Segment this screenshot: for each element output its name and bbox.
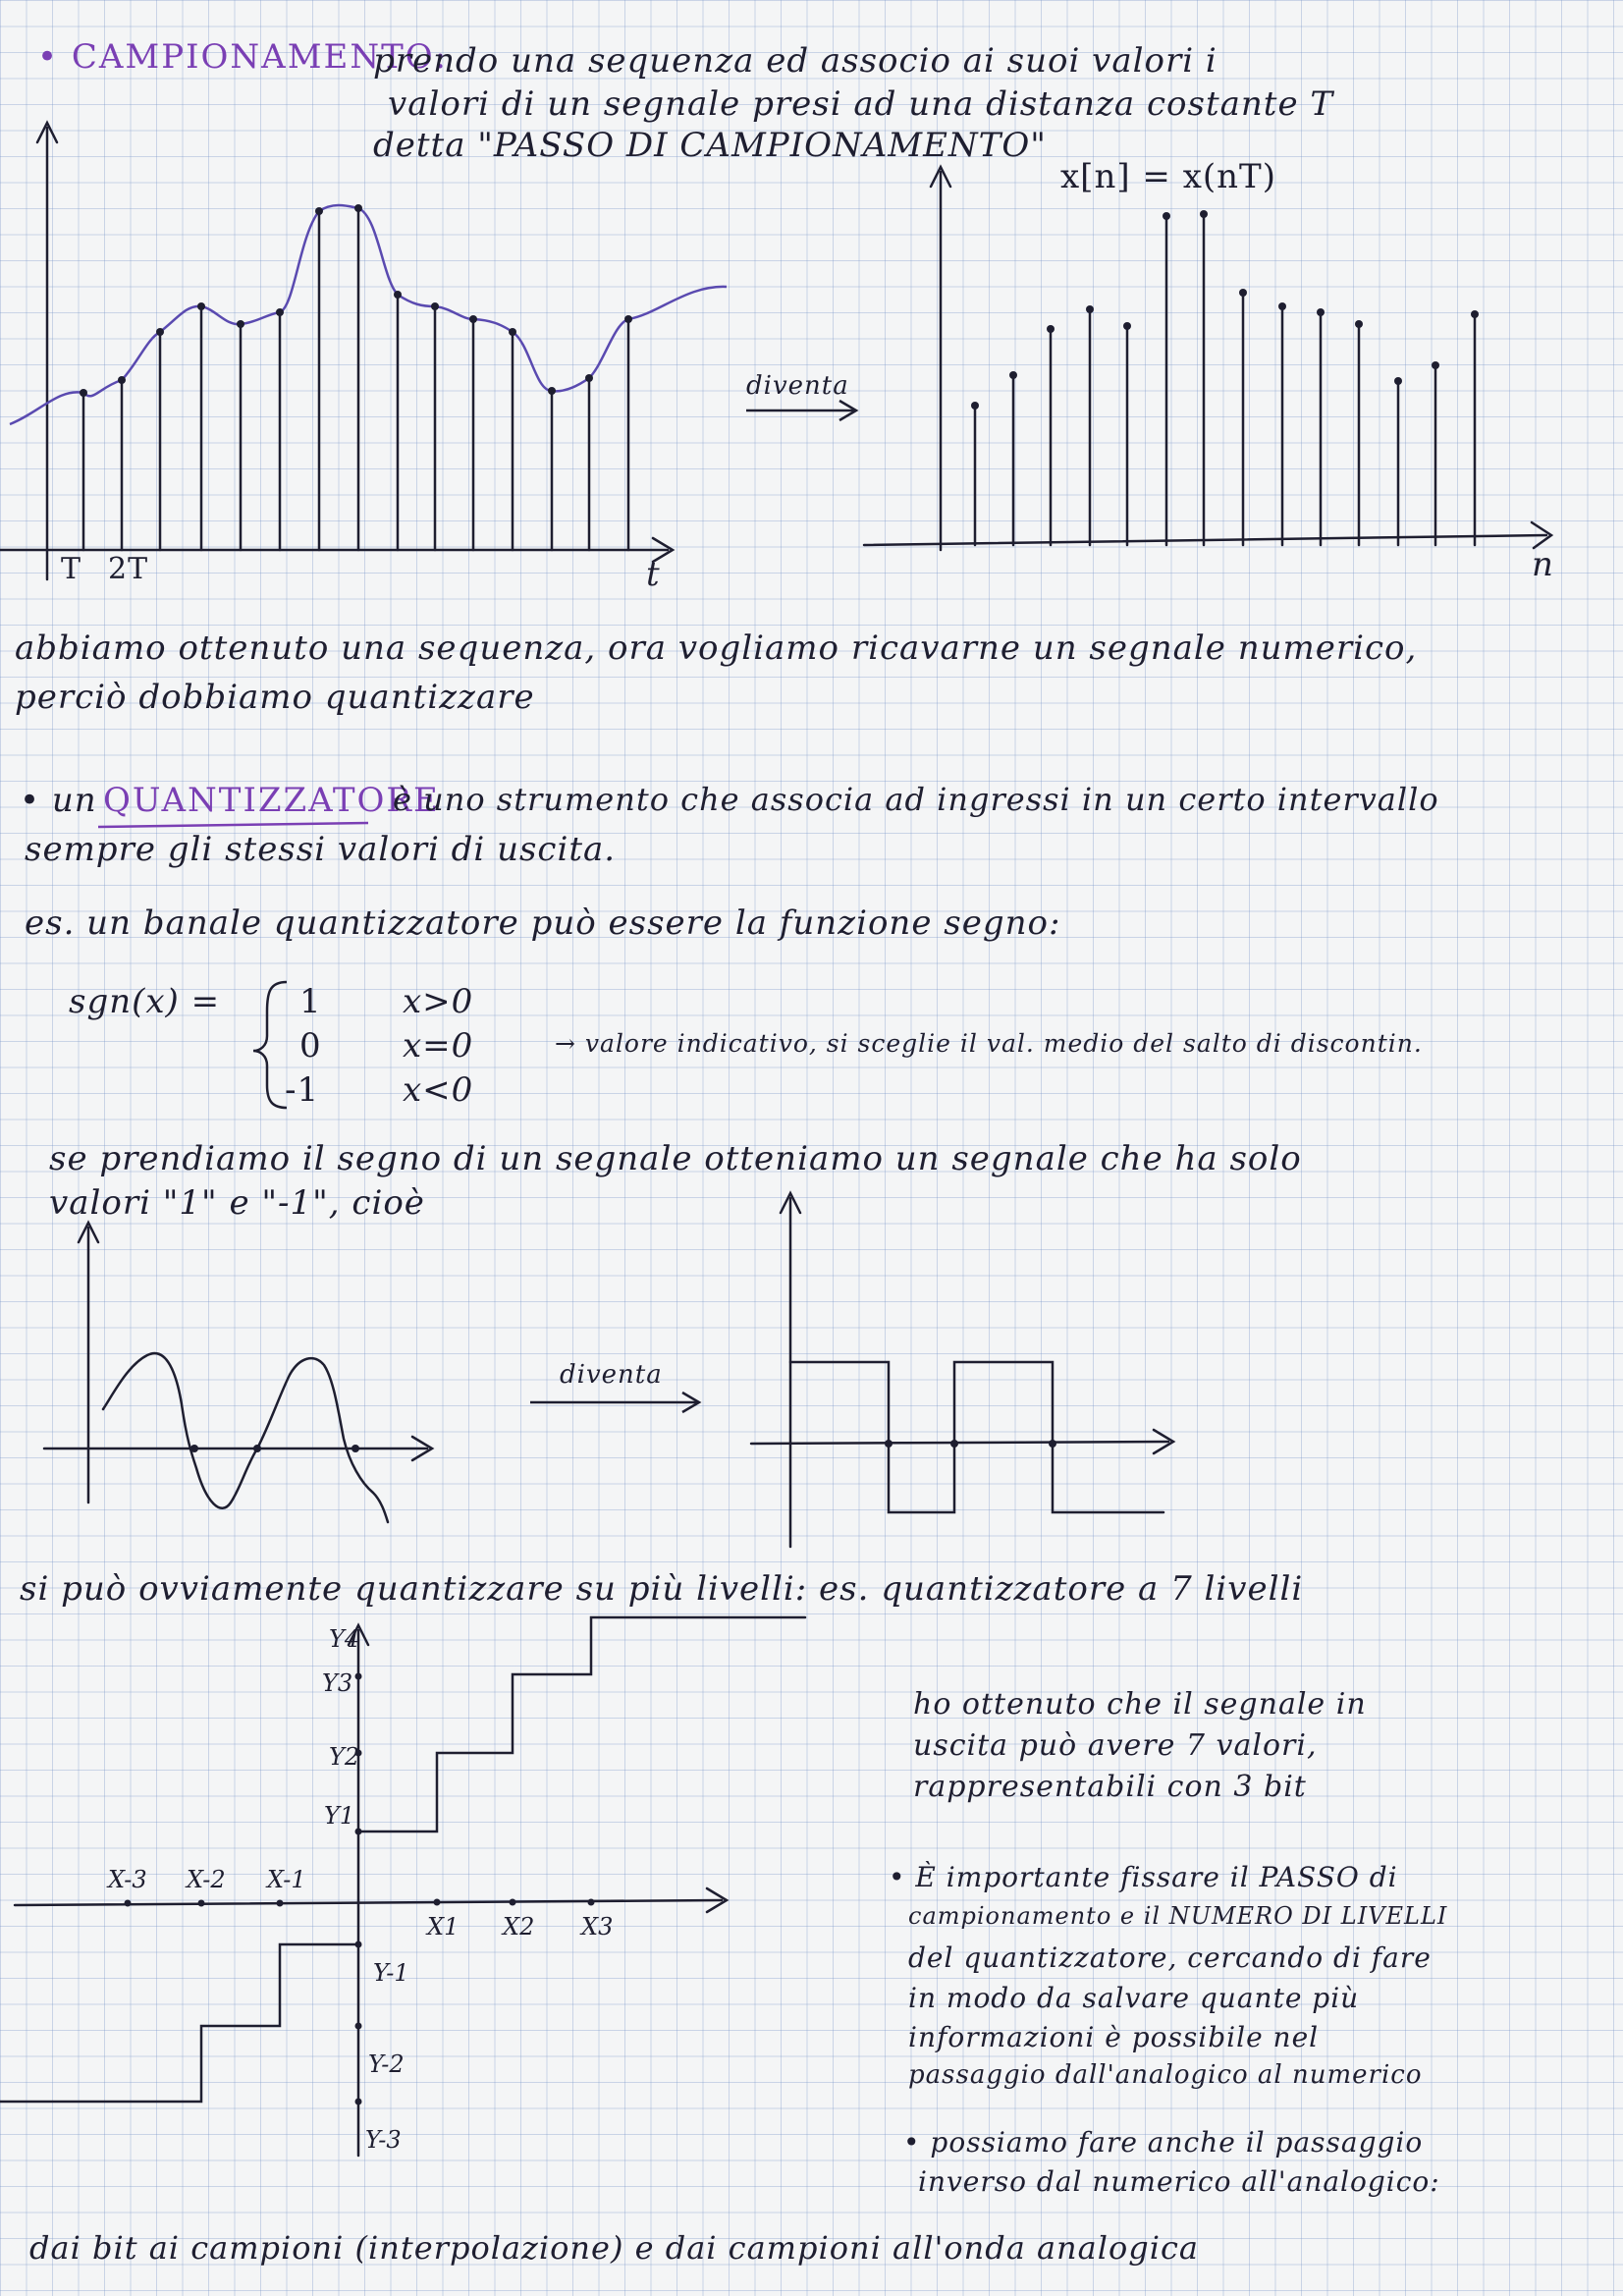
para1-line-2: perciò dobbiamo quantizzare xyxy=(15,678,535,717)
fig1-sample-dots xyxy=(80,204,632,397)
fig3-y-label-m1: Y-1 xyxy=(373,1959,409,1987)
heading-campionamento: • CAMPIONAMENTO: xyxy=(37,37,449,77)
fig1-arrow-label: diventa xyxy=(746,371,849,401)
sgn-case-1-value: 1 xyxy=(299,982,322,1021)
fig2-analog-signal xyxy=(103,1353,388,1522)
para3-line-1: si può ovviamente quantizzare su più livelli: es. quantizzatore a 7 livelli xyxy=(20,1569,1304,1609)
fig1-tick-T: T xyxy=(61,552,82,586)
note2-line-1: • È importante fissare il PASSO di xyxy=(889,1861,1398,1893)
fig3-x-label-1: X1 xyxy=(427,1913,460,1941)
quantizzatore-line-2: sempre gli stessi valori di uscita. xyxy=(25,830,617,869)
sgn-note: → valore indicativo, si sceglie il val. medio del salto di discontin. xyxy=(555,1029,1423,1058)
fig3-staircase-negative xyxy=(0,1944,358,2102)
fig1-analog-curve xyxy=(10,205,727,424)
note3-line-2: inverso dal numerico all'analogico: xyxy=(918,2165,1440,2198)
note2-line-2: campionamento e il NUMERO DI LIVELLI xyxy=(908,1902,1448,1930)
note3-line-1: • possiamo fare anche il passaggio xyxy=(903,2126,1424,2159)
para1-line-1: abbiamo ottenuto una sequenza, ora vogliamo ricavarne un segnale numerico, xyxy=(15,629,1418,668)
sgn-case-2-cond: x=0 xyxy=(403,1026,474,1066)
fig3-staircase-positive xyxy=(358,1617,805,1831)
quantizzatore-term: QUANTIZZATORE xyxy=(103,781,440,820)
fig1-formula: x[n] = x(nT) xyxy=(1060,157,1276,196)
fig1-t-label: t xyxy=(646,555,661,594)
para2-line-2: valori "1" e "-1", cioè xyxy=(49,1183,425,1223)
fig2b-x-axis xyxy=(751,1442,1168,1444)
note2-line-4: in modo da salvare quante più xyxy=(908,1982,1360,2014)
fig3-x-label-3: X3 xyxy=(581,1913,614,1941)
fig3-y-label-m2: Y-2 xyxy=(368,2050,405,2078)
campionamento-line-3: detta "PASSO DI CAMPIONAMENTO" xyxy=(373,126,1047,165)
note1-line-1: ho ottenuto che il segnale in xyxy=(913,1687,1367,1722)
fig3-x-label-m1: X-1 xyxy=(267,1866,306,1893)
fig2-arrow-label: diventa xyxy=(560,1360,663,1390)
fig3-y-label-2: Y2 xyxy=(329,1743,360,1771)
fig1b-n-axis xyxy=(864,535,1546,545)
sgn-case-3-value: -1 xyxy=(285,1070,320,1110)
quantizzatore-prefix: • un xyxy=(20,781,97,820)
sgn-lhs: sgn(x) = xyxy=(69,982,221,1021)
note1-line-3: rappresentabili con 3 bit xyxy=(913,1770,1307,1804)
footer-line: dai bit ai campioni (interpolazione) e dai campioni all'onda analogica xyxy=(29,2229,1199,2267)
fig3-y-label-3: Y3 xyxy=(322,1669,353,1697)
quantizzatore-underline xyxy=(98,823,368,827)
campionamento-line-1: prendo una sequenza ed associo ai suoi valori i xyxy=(373,41,1217,81)
example-line: es. un banale quantizzatore può essere la funzione segno: xyxy=(25,903,1061,943)
sgn-case-3-cond: x<0 xyxy=(403,1070,474,1110)
fig3-y-label-m3: Y-3 xyxy=(365,2126,402,2154)
note1-line-2: uscita può avere 7 valori, xyxy=(913,1728,1318,1763)
fig1-n-label: n xyxy=(1532,545,1554,584)
fig3-y-label-1: Y1 xyxy=(324,1802,355,1830)
note2-line-5: informazioni è possibile nel xyxy=(908,2021,1320,2053)
fig3-x-axis xyxy=(15,1900,722,1905)
fig3-y-label-4: Y4 xyxy=(329,1625,360,1653)
fig1b-dots xyxy=(971,210,1479,410)
quantizzatore-line-1: è uno strumento che associa ad ingressi in un certo intervallo xyxy=(393,781,1439,818)
fig1-sample-stems xyxy=(83,208,628,550)
note2-line-6: passaggio dall'analogico al numerico xyxy=(908,2060,1423,2090)
fig3-x-label-m3: X-3 xyxy=(108,1866,147,1893)
campionamento-line-2: valori di un segnale presi ad una distanza costante T xyxy=(388,84,1334,124)
fig2b-square-wave xyxy=(790,1362,1163,1512)
note2-line-3: del quantizzatore, cercando di fare xyxy=(908,1941,1432,1974)
sgn-case-1-cond: x>0 xyxy=(403,982,474,1021)
fig1-tick-2T: 2T xyxy=(108,552,149,586)
sgn-case-2-value: 0 xyxy=(299,1026,322,1066)
fig3-x-label-m2: X-2 xyxy=(187,1866,226,1893)
para2-line-1: se prendiamo il segno di un segnale otteniamo un segnale che ha solo xyxy=(49,1139,1302,1178)
fig3-x-label-2: X2 xyxy=(503,1913,535,1941)
sgn-brace xyxy=(253,982,287,1108)
